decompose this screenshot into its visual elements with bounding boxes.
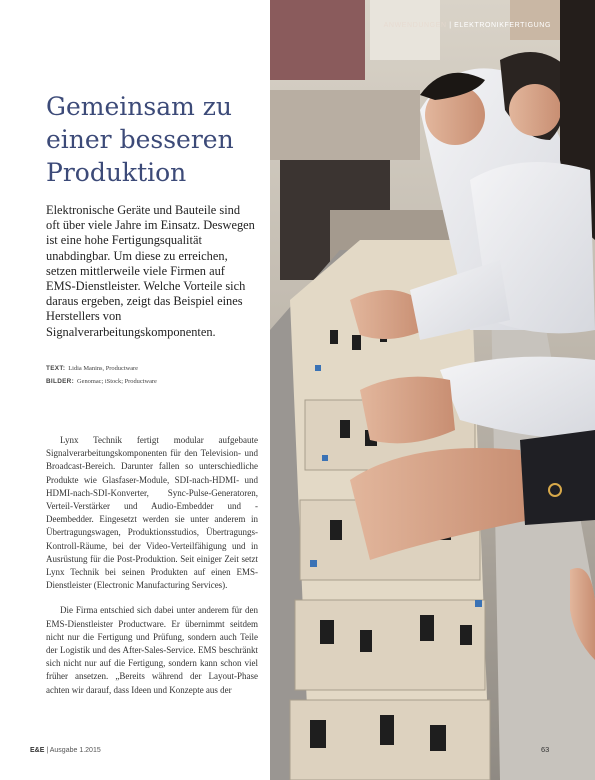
article-credits bbox=[46, 362, 261, 388]
credit-images-label: BILDER: bbox=[46, 378, 75, 385]
article-body bbox=[46, 434, 258, 709]
credit-images-row bbox=[46, 375, 261, 388]
article-title: Gemeinsam zu einer besseren Produktion bbox=[46, 92, 234, 187]
article-text-column bbox=[0, 0, 270, 780]
issue-label: | Ausgabe 1.2015 bbox=[46, 747, 101, 754]
credit-text-label: TEXT: bbox=[46, 365, 66, 372]
page-footer bbox=[30, 747, 101, 754]
article-lead: Elektronische Geräte und Bauteile sind oft über viele Jahre im Einsatz. Deswegen ist eine hohe Fertigungsqualität unabdingbar. Um diese zu erreichen, setzen mittlerweile viele Firmen auf EMS-Dienstleister. Welche Vorteile sich daraus ergeben, zeigt das Beispiel eines Herstellers von Signalverarbeitungskomponenten. bbox=[46, 203, 255, 339]
body-paragraph: Die Firma entschied sich dabei unter anderem für den EMS-Dienstleister Productware. Er übernimmt seitdem nicht nur die Fertigung und Prüfung, sondern auch Teile der Logistik und des After-Sales-Service. EMS beschränkt sich nicht nur auf die Fertigung, sondern kann schon viel früher ansetzen. „Bereits während der Layout-Phase achten wir darauf, dass Ideen und Konzepte aus der bbox=[46, 605, 258, 695]
section-tag bbox=[384, 22, 551, 29]
credit-text-value: Lidia Manins, Productware bbox=[68, 365, 139, 372]
body-paragraph: Lynx Technik fertigt modular aufgebaute Signalverarbeitungskomponenten für den Television- und Broadcast-Bereich. Darunter fallen so unterschiedliche Produkte wie Glasfaser-Module, SDI-nach-HDMI- und HDMI-nach-SDI-Konverter, Sync-Pulse-Generatoren, Verteil-Verstärker und Audio-Embedder und -Deembedder. Eingesetzt werden sie unter anderem in Übertragungswagen, Produktionsstudios, Übertragungs-Kontroll-Räume, bei der Video-Verteilfähigung und in Ausrüstung für die Post-Produktion. Seit einiger Zeit setzt Lynx Technik bei seinen Produkten auf einen EMS-Dienstleister (Electronic Manufacturing Services). bbox=[46, 435, 258, 591]
page-number: 63 bbox=[541, 745, 550, 754]
section-prefix: ANWENDUNGEN bbox=[383, 22, 447, 29]
factory-assembly-line-photo bbox=[270, 0, 595, 780]
section-category: ELEKTRONIKFERTIGUNG bbox=[454, 22, 551, 29]
section-separator: | bbox=[449, 22, 452, 29]
magazine-name: E&E bbox=[30, 747, 45, 754]
credit-text-row bbox=[46, 362, 261, 375]
credit-images-value: Genomac; iStock; Productware bbox=[77, 378, 157, 385]
photo-illustration bbox=[270, 0, 595, 780]
